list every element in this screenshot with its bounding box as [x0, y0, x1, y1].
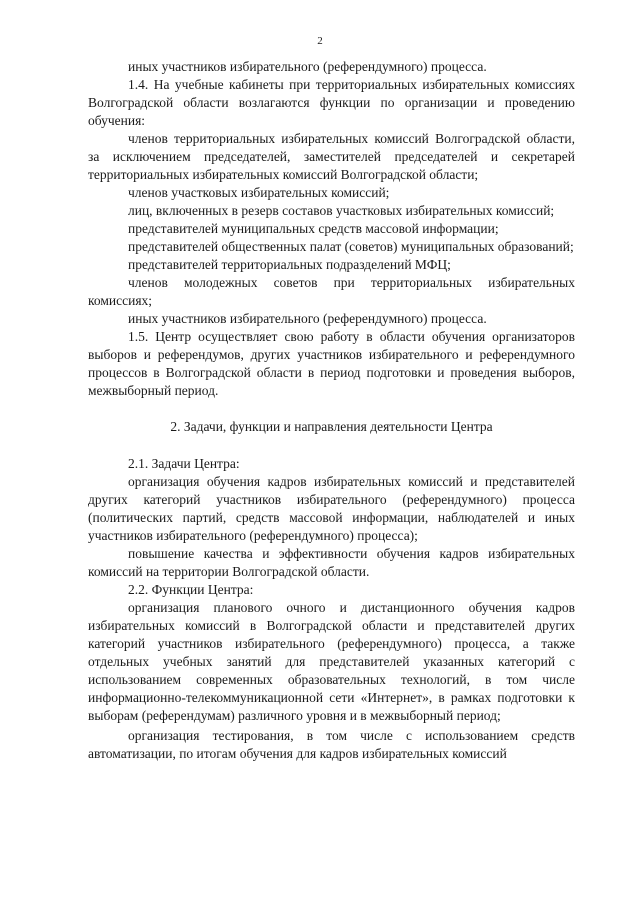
paragraph: иных участников избирательного (референдумного) процесса.	[128, 311, 487, 326]
paragraph: иных участников избирательного (референдумного) процесса.	[128, 59, 487, 74]
paragraph: членов молодежных советов при территориальных избирательных комиссиях;	[88, 275, 575, 308]
paragraph: 1.4. На учебные кабинеты при территориальных избирательных комиссиях Волгоградской области возлагаются функции по организации и проведению обучения:	[88, 77, 575, 128]
paragraph: организация планового очного и дистанционного обучения кадров избирательных комиссий в Волгоградской области и представителей других категорий участников избирательного (референдумного) процесса, а также отдельных учебных занятий для представителей указанных категорий с использованием современных образовательных технологий, в том числе информационно-телекоммуникационной сети «Интернет», в рамках подготовки к выборам (референдумам) различного уровня и в межвыборный период;	[88, 600, 575, 723]
paragraph: представителей территориальных подразделений МФЦ;	[128, 257, 451, 272]
paragraph: 2.2. Функции Центра:	[128, 582, 254, 597]
section-heading: 2. Задачи, функции и направления деятельности Центра	[170, 419, 493, 434]
paragraph: организация обучения кадров избирательных комиссий и представителей других категорий участников избирательного (референдумного) процесса (политических партий, средств массовой информации, наблюдателей и иных участников избирательного (референдумного) процесса);	[88, 474, 575, 543]
paragraph: представителей муниципальных средств массовой информации;	[128, 221, 499, 236]
paragraph: представителей общественных палат (советов) муниципальных образований;	[128, 239, 574, 254]
paragraph: членов территориальных избирательных комиссий Волгоградской области, за исключением председателей, заместителей председателей и секретарей территориальных избирательных комиссий Волгоградской области;	[88, 131, 575, 182]
paragraph: членов участковых избирательных комиссий;	[128, 185, 390, 200]
document-body	[88, 58, 575, 763]
paragraph: 1.5. Центр осуществляет свою работу в области обучения организаторов выборов и референдумов, других участников избирательного и референдумного процессов в Волгоградской области в период подготовки и проведения выборов, межвыборный период.	[88, 329, 575, 398]
paragraph: 2.1. Задачи Центра:	[128, 456, 240, 471]
paragraph: организация тестирования, в том числе с использованием средств автоматизации, по итогам обучения для кадров избирательных комиссий	[88, 728, 575, 761]
paragraph: повышение качества и эффективности обучения кадров избирательных комиссий на территории Волгоградской области.	[88, 546, 575, 579]
page-number: 2	[317, 35, 323, 47]
paragraph: лиц, включенных в резерв составов участковых избирательных комиссий;	[128, 203, 555, 218]
